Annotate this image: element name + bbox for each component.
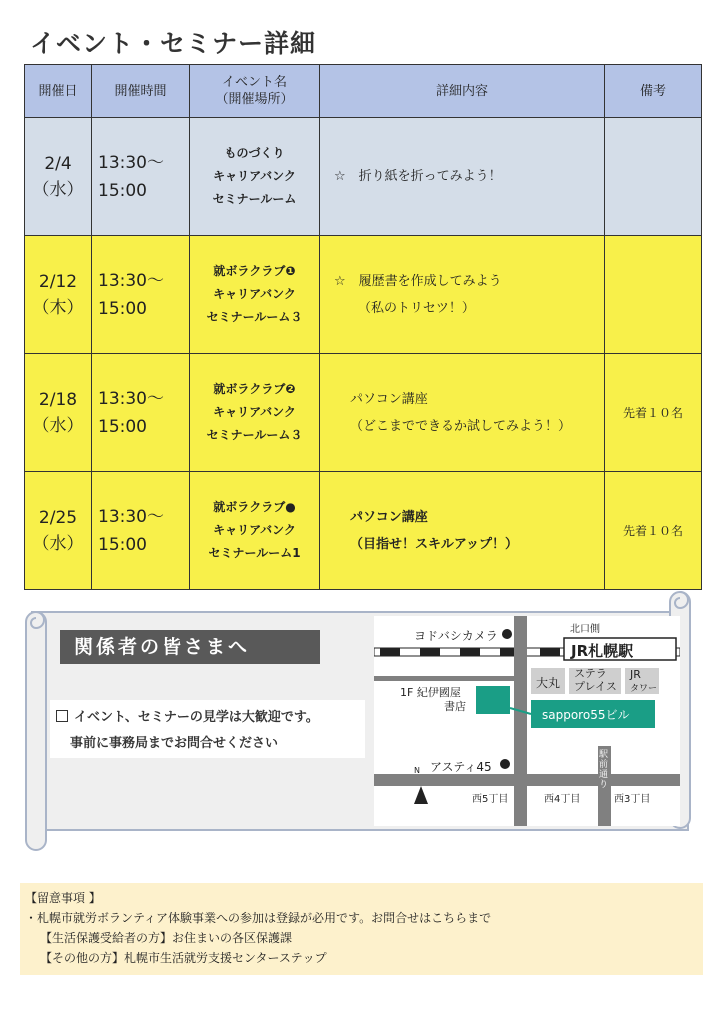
time-start: 13:30～	[98, 152, 164, 173]
map-label-stellar	[574, 667, 617, 693]
place-line3: セミナールーム３	[206, 428, 303, 442]
map-label-aspire: アスティ45	[430, 760, 492, 774]
header-detail: 詳細内容	[320, 65, 605, 118]
row-note	[605, 118, 702, 236]
place-line1: 就ボラクラブ●	[213, 500, 296, 514]
place-line2: キャリアバンク	[213, 169, 296, 183]
place-line2: キャリアバンク	[213, 523, 296, 537]
row-detail	[320, 118, 605, 236]
table-row	[25, 236, 702, 354]
row-date	[25, 472, 92, 590]
table-header-row	[25, 65, 702, 118]
scroll-panel	[22, 590, 692, 852]
date-weekday: （水）	[32, 533, 84, 554]
place-line1: 就ボラクラブ❶	[213, 264, 296, 278]
kinokuniya-line2: 書店	[444, 700, 466, 713]
time-end: 15:00	[98, 298, 147, 319]
map-label-jr-tower	[630, 668, 657, 696]
checkbox-icon	[56, 710, 68, 722]
place-line2: キャリアバンク	[213, 287, 296, 301]
row-place	[190, 472, 320, 590]
map-label-north-exit: 北口側	[570, 624, 600, 635]
map-label-yodobashi: ヨドバシカメラ	[414, 629, 498, 643]
place-line1: ものづくり	[224, 146, 285, 160]
row-date	[25, 236, 92, 354]
table-row	[25, 472, 702, 590]
visit-notice	[50, 700, 365, 758]
banner-title: 関係者の皆さまへ	[60, 630, 320, 664]
row-time	[92, 354, 190, 472]
place-line3: セミナールーム	[212, 192, 297, 206]
jrtower-line2: タワー	[630, 684, 658, 694]
date-day: 2/4	[44, 153, 72, 174]
map-label-w5: 西5丁目	[472, 794, 509, 805]
row-detail	[320, 236, 605, 354]
date-weekday: （水）	[32, 179, 84, 200]
map-label-kinokuniya	[400, 686, 466, 714]
map-label-jr-station: JR札幌駅	[571, 642, 634, 660]
place-line1: 就ボラクラブ❷	[213, 382, 296, 396]
map-label-w4: 西4丁目	[544, 794, 581, 805]
detail-line1: ☆ 折り紙を折ってみよう！	[334, 169, 502, 184]
map-label-w3: 西3丁目	[614, 794, 651, 805]
map-label-building: sapporo55ビル	[542, 708, 630, 722]
time-start: 13:30～	[98, 388, 164, 409]
row-time	[92, 236, 190, 354]
map-label-ekimae: 駅前通り	[599, 750, 609, 790]
date-weekday: （木）	[32, 297, 84, 318]
stellar-line2: プレイス	[574, 680, 617, 693]
date-weekday: （水）	[32, 415, 84, 436]
time-start: 13:30～	[98, 506, 164, 527]
notice-line1: ・札幌市就労ボランティア体験事業への参加は登録が必用です。お問合せはこちらまで	[25, 911, 492, 925]
notice-box	[20, 883, 703, 975]
header-place	[190, 65, 320, 118]
row-detail	[320, 472, 605, 590]
row-note	[605, 236, 702, 354]
notice-line2: 【生活保護受給者の方】お住まいの各区保護課	[40, 931, 293, 945]
date-day: 2/12	[38, 271, 78, 292]
place-line2: キャリアバンク	[213, 405, 296, 419]
page-title: イベント・セミナー詳細	[30, 29, 317, 58]
detail-line2: （どこまでできるか試してみよう！）	[350, 418, 572, 434]
header-time: 開催時間	[92, 65, 190, 118]
notice-heading: 【留意事項 】	[25, 891, 101, 905]
date-day: 2/25	[38, 507, 78, 528]
kinokuniya-line1: 1F 紀伊國屋	[400, 686, 461, 699]
row-place	[190, 354, 320, 472]
table-row	[25, 118, 702, 236]
header-place-line1: イベント名	[221, 75, 287, 90]
notice-line3: 【その他の方】札幌市生活就労支援センターステップ	[40, 951, 327, 965]
detail-line1: パソコン講座	[350, 391, 428, 407]
jrtower-line1: JR	[630, 668, 641, 681]
place-line3: セミナールーム1	[208, 546, 301, 560]
row-place	[190, 118, 320, 236]
header-place-line2: （開催場所）	[215, 92, 294, 107]
detail-line2: （私のトリセツ！）	[358, 300, 475, 316]
date-day: 2/18	[38, 389, 78, 410]
row-time	[92, 118, 190, 236]
time-end: 15:00	[98, 180, 147, 201]
time-end: 15:00	[98, 534, 147, 555]
row-date	[25, 354, 92, 472]
time-start: 13:30～	[98, 270, 164, 291]
row-time	[92, 472, 190, 590]
visit-line1-text: イベント、セミナーの見学は大歓迎です。	[74, 710, 319, 725]
header-date: 開催日	[25, 65, 92, 118]
detail-line1: パソコン講座	[350, 509, 428, 525]
detail-line2: （目指せ！スキルアップ！）	[350, 536, 518, 552]
detail-line1: ☆ 履歴書を作成してみよう	[334, 273, 502, 289]
visit-line1	[56, 706, 319, 725]
map-north-label: N	[414, 766, 420, 775]
row-date	[25, 118, 92, 236]
place-line3: セミナールーム３	[206, 310, 303, 324]
table-row	[25, 354, 702, 472]
stellar-line1: ステラ	[574, 667, 607, 680]
event-table	[24, 64, 702, 590]
time-end: 15:00	[98, 416, 147, 437]
visit-line2: 事前に事務局までお問合せください	[70, 736, 279, 751]
row-detail	[320, 354, 605, 472]
row-note: 先着１０名	[605, 472, 702, 590]
access-map	[374, 616, 680, 826]
header-note: 備考	[605, 65, 702, 118]
map-label-daimaru: 大丸	[536, 676, 561, 690]
row-note: 先着１０名	[605, 354, 702, 472]
row-place	[190, 236, 320, 354]
